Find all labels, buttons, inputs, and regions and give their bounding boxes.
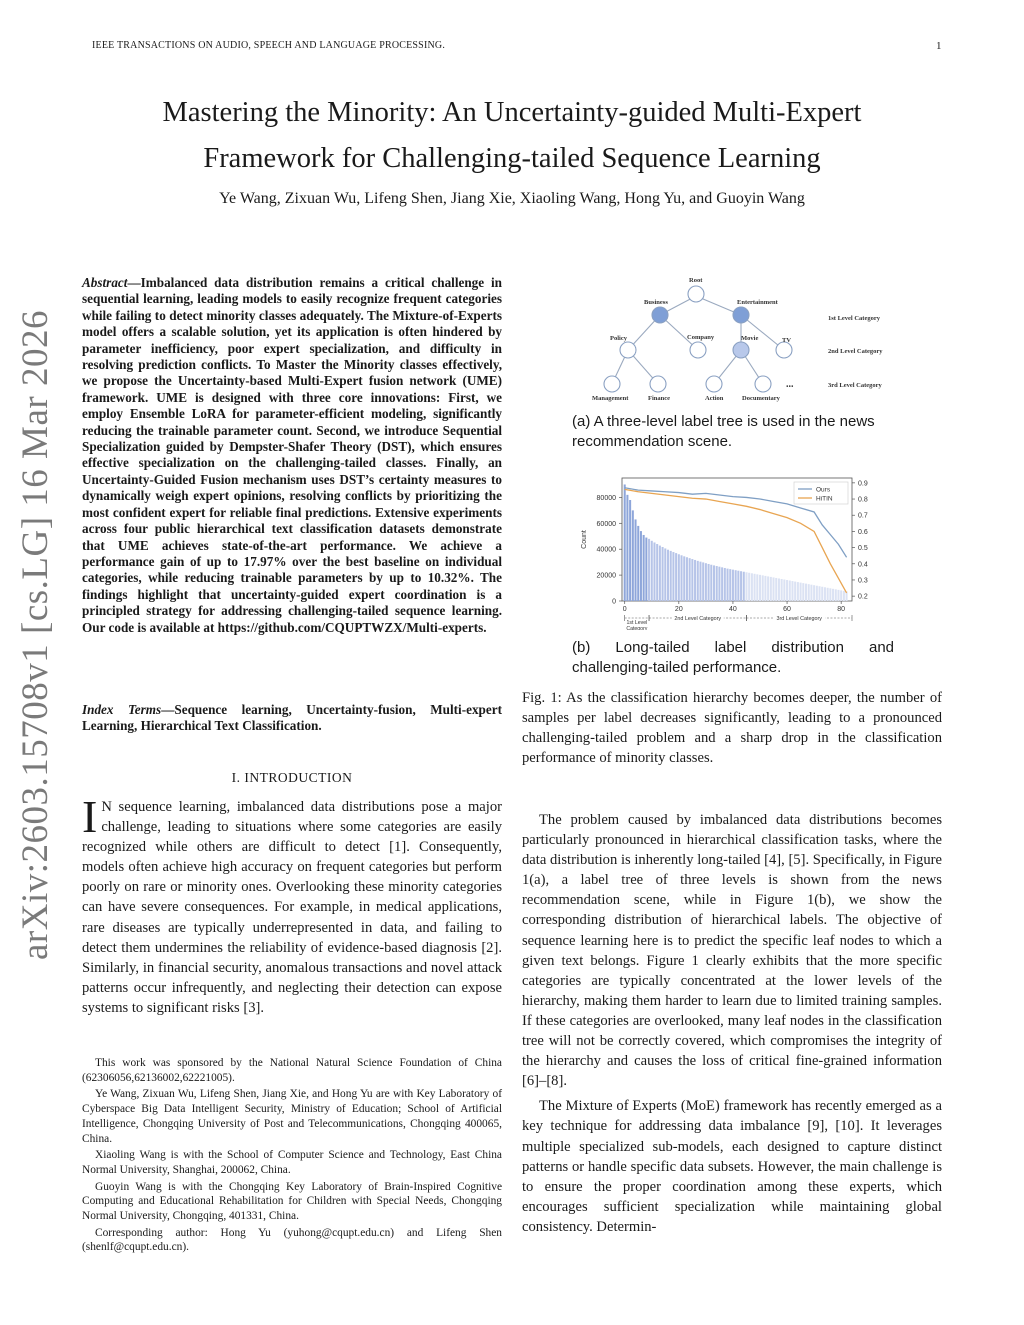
paper-title-line-2: Framework for Challenging-tailed Sequence Learning — [203, 143, 821, 174]
tree-node-finance — [650, 376, 666, 392]
long-tail-chart — [570, 470, 890, 630]
chart-bar — [686, 557, 688, 601]
y-tick-label: 20000 — [596, 572, 616, 580]
tree-node-root — [688, 286, 704, 302]
paper-title — [60, 90, 964, 182]
chart-bar — [829, 588, 831, 601]
chart-bar — [727, 569, 729, 601]
tree-node-policy — [620, 342, 636, 358]
chart-bar — [656, 544, 658, 601]
chart-bar — [732, 570, 734, 601]
region-label: 2nd Level Category — [674, 616, 722, 622]
author-list: Ye Wang, Zixuan Wu, Lifeng Shen, Jiang Xie, Xiaoling Wang, Hong Yu, and Guoyin Wang — [219, 190, 805, 207]
page-number: 1 — [936, 40, 942, 52]
chart-bar — [767, 576, 769, 601]
footnote: Xiaoling Wang is with the School of Computer Science and Technology, East China Normal University, Shanghai, 200062, China. — [82, 1149, 502, 1176]
tree-label-company: Company — [687, 334, 715, 341]
x-tick-label: 80 — [837, 606, 846, 613]
chart-bar — [775, 578, 777, 601]
chart-bar — [716, 566, 718, 601]
x-tick-label: 0 — [622, 606, 627, 613]
tree-label-entertainment: Entertainment — [737, 299, 778, 306]
figure-caption: Fig. 1: As the classification hierarchy becomes deeper, the number of samples per label decreases significantly, leading to a pronounced challenging-tailed problem and a sharp drop in the classification performance of minority classes. — [522, 690, 942, 767]
chart-bar — [745, 572, 747, 601]
chart-bar — [797, 582, 799, 601]
level-label-3: 3rd Level Category — [828, 382, 882, 389]
index-terms-text: —Sequence learning, Uncertainty-fusion, Multi-expert Learning, Hierarchical Text Classification. — [82, 702, 502, 734]
tree-node-management — [604, 376, 620, 392]
right-column-body — [522, 810, 942, 1242]
chart-bar — [759, 575, 761, 601]
footnote: Guoyin Wang is with the Chongqing Key Laboratory of Brain-Inspired Cognitive Computing and Educational Rehabilitation for Children with Special Needs, Chongqing Normal University, Chongqing, 401331, China. — [82, 1180, 502, 1223]
chart-bar — [740, 571, 742, 601]
y-tick-label: 80000 — [596, 494, 616, 502]
tree-ellipsis: ... — [786, 379, 794, 390]
chart-bar — [689, 558, 691, 601]
chart-bar — [697, 561, 699, 601]
y2-tick-label: 0.2 — [858, 593, 868, 601]
index-terms — [82, 702, 502, 735]
chart-bar — [824, 587, 826, 601]
chart-bar — [721, 567, 723, 601]
chart-bar — [640, 531, 642, 601]
tree-label-business: Business — [644, 299, 668, 306]
chart-bar — [835, 589, 837, 601]
chart-bar — [635, 519, 637, 601]
level-label-2: 2nd Level Category — [828, 348, 883, 355]
tree-node-action — [706, 376, 722, 392]
chart-bar — [786, 580, 788, 601]
chart-bar — [810, 585, 812, 601]
running-header: IEEE TRANSACTIONS ON AUDIO, SPEECH AND LANGUAGE PROCESSING. — [92, 40, 446, 51]
chart-bar — [632, 510, 634, 601]
intro-first-word: N — [101, 799, 112, 815]
legend-label: HiTIN — [816, 495, 833, 503]
chart-bar — [737, 571, 739, 601]
y-tick-label: 60000 — [596, 520, 616, 528]
introduction-paragraph — [82, 791, 502, 1018]
chart-bar — [648, 539, 650, 601]
label-tree-figure — [590, 270, 910, 405]
y-tick-label: 0 — [612, 598, 616, 606]
chart-bar — [724, 568, 726, 601]
y2-tick-label: 0.8 — [858, 496, 868, 504]
chart-bar — [762, 575, 764, 601]
chart-bar — [718, 567, 720, 601]
footnote: Corresponding author: Hong Yu (yuhong@cqupt.edu.cn) and Lifeng Shen (shenlf@cqupt.edu.cn). — [82, 1226, 502, 1254]
chart-bar — [751, 573, 753, 601]
chart-bar — [821, 587, 823, 601]
chart-bar — [626, 495, 628, 601]
x-tick-label: 40 — [729, 606, 737, 613]
chart-bar — [694, 560, 696, 601]
chart-bar — [802, 583, 804, 601]
tree-label-action: Action — [705, 395, 724, 402]
y2-tick-label: 0.7 — [858, 512, 868, 520]
chart-bar — [770, 577, 772, 601]
chart-bar — [708, 564, 710, 601]
chart-bar — [683, 556, 685, 601]
legend-label: Ours — [816, 486, 831, 494]
chart-bar — [832, 589, 834, 601]
chart-bar — [827, 588, 829, 601]
y2-tick-label: 0.4 — [858, 561, 868, 569]
tree-label-policy: Policy — [610, 335, 627, 342]
chart-bar — [667, 550, 669, 601]
y2-tick-label: 0.6 — [858, 528, 868, 536]
chart-bar — [816, 586, 818, 601]
chart-bar — [748, 573, 750, 601]
tree-label-movie: Movie — [741, 335, 759, 342]
tree-node-movie — [733, 342, 749, 358]
chart-bar — [653, 542, 655, 601]
chart-bar — [843, 591, 845, 601]
chart-bar — [813, 585, 815, 601]
tree-label-tv: TV — [782, 337, 792, 344]
y2-tick-label: 0.5 — [858, 545, 868, 553]
tree-node-documentary — [755, 376, 771, 392]
chart-bar — [659, 546, 661, 601]
abstract — [82, 275, 502, 636]
footnotes — [82, 1056, 502, 1257]
chart-bar — [756, 574, 758, 601]
chart-bar — [629, 500, 631, 601]
tree-label-management: Management — [592, 395, 629, 402]
chart-bar — [840, 590, 842, 601]
chart-bar — [691, 559, 693, 601]
region-label: 1st Level Category — [626, 620, 648, 630]
y-axis-label: Count — [581, 530, 588, 549]
chart-bar — [783, 580, 785, 601]
tree-node-tv — [776, 342, 792, 358]
chart-bar — [637, 526, 639, 601]
chart-bar — [713, 565, 715, 601]
abstract-text: —Imbalanced data distribution remains a critical challenge in sequential learning, leading models to easily recognize frequent categories while failing to detect minority classes adequately. The Mixture-of-Experts model offers a scalable solution, yet its application is often hindered by parameter inefficiency, poor expert specialization, and difficulty in resolving prediction conflicts. To Master the Minority classes effectively, we propose the Uncertainty-based Multi-Expert fusion network (UME) framework. UME is designed with three core innovations: First, we employ Ensemble LoRA for parameter-efficient modeling, significantly reducing the trainable parameter count. Second, we introduce Sequential Specialization guided by Dempster-Shafer Theory (DST), which ensures effective specialization on the challenging-tailed classes. Finally, an Uncertainty-Guided Fusion mechanism uses DST’s certainty measures to dynamically weigh expert opinions, resolving conflicts by prioritizing the most confident expert for reliable final predictions. Extensive experiments across four public hierarchical text classification datasets demonstrate that UME achieves state-of-the-art performance. We achieve a performance gain of up to 17.97% over the best baseline on individual categories, while reducing trainable parameters by up to 10.32%. The findings highlight that uncertainty-guided expert coordination is a principled strategy for addressing challenging-tailed sequence learning. Our code is available at https://github.com/CQUPTWZX/Multi-experts. — [82, 275, 502, 635]
x-tick-label: 20 — [674, 606, 683, 613]
drop-cap: I — [82, 791, 98, 842]
chart-bar — [675, 553, 677, 601]
tree-label-documentary: Documentary — [742, 395, 780, 402]
chart-bar — [837, 590, 839, 601]
tree-node-entertainment — [733, 307, 749, 323]
chart-bar — [662, 547, 664, 601]
chart-bar — [781, 579, 783, 601]
intro-text: sequence learning, imbalanced data distributions pose a major challenge, leading to situations where some categories are easily recognized while others are difficult to detect [1]. Consequently, models often achieve high accuracy on frequent categories but perform poorly on rare or minority ones. Overlooking these minority categories can have severe consequences. For example, in medical applications, rare diseases are typically underrepresented in data, and failing to detect them undermines the reliability of evidence-based diagnosis [2]. Similarly, in financial security, anomalous transactions and novel attack patterns occur infrequently, and neglecting their detection can expose systems to significant risks [3]. — [82, 799, 502, 1016]
subcaption-a: (a) A three-level label tree is used in the news recommendation scene. — [572, 413, 875, 450]
subcaption-b: (b) Long-tailed label distribution and challenging-tailed performance. — [572, 639, 894, 676]
chart-bar — [789, 581, 791, 601]
section-heading-introduction: I. INTRODUCTION — [231, 770, 353, 785]
tree-node-business — [652, 307, 668, 323]
y-tick-label: 40000 — [596, 546, 616, 554]
chart-bar — [710, 565, 712, 601]
chart-bar — [735, 570, 737, 601]
chart-bar — [651, 541, 653, 601]
chart-bar — [754, 574, 756, 601]
chart-bar — [678, 554, 680, 601]
chart-bar — [794, 582, 796, 601]
chart-bar — [672, 552, 674, 601]
paper-title-line-1: Mastering the Minority: An Uncertainty-guided Multi-Expert — [162, 97, 862, 128]
chart-bar — [643, 535, 645, 601]
y2-tick-label: 0.3 — [858, 577, 868, 585]
y2-tick-label: 0.9 — [858, 480, 868, 488]
tree-label-finance: Finance — [648, 395, 671, 402]
chart-bar — [702, 562, 704, 601]
level-label-1: 1st Level Category — [828, 315, 880, 322]
chart-bar — [819, 586, 821, 601]
footnote: This work was sponsored by the National Natural Science Foundation of China (62306056,62136002,62221005). — [82, 1057, 502, 1084]
index-terms-label: Index Terms — [82, 702, 162, 717]
chart-bar — [681, 555, 683, 601]
arxiv-stamp: arXiv:2603.15708v1 [cs.LG] 16 Mar 2026 — [15, 310, 56, 960]
chart-bar — [743, 572, 745, 601]
chart-bar — [808, 584, 810, 601]
chart-bar — [800, 583, 802, 601]
chart-bar — [670, 551, 672, 601]
region-label: 3rd Level Category — [776, 616, 823, 622]
chart-bar — [791, 581, 793, 601]
chart-bar — [778, 578, 780, 601]
chart-bar — [764, 576, 766, 601]
chart-bar — [699, 562, 701, 601]
tree-label-root: Root — [689, 277, 703, 284]
chart-bar — [624, 484, 626, 601]
footnote: Ye Wang, Zixuan Wu, Lifeng Shen, Jiang Xie, and Hong Yu are with Key Laboratory of Cyberspace Big Data Intelligent Security, Ministry of Education; School of Artificial Intelligence, Chongqing University of Post and Telecommunications, Chongqing 400065, China. — [82, 1088, 502, 1145]
chart-bar — [705, 563, 707, 601]
chart-bar — [805, 584, 807, 601]
body-paragraph: The problem caused by imbalanced data distributions becomes particularly pronounced in hierarchical classification tasks, where the data distribution is inherently long-tailed [4], [5]. Specifically, in Figure 1(a), a label tree of three levels is shown from the news recommendation scene, while in Figure 1(b), we show the corresponding distribution of hierarchical labels. The objective of sequence learning here is to predict the specific leaf nodes to which a given text belongs. Figure 1 clearly exhibits that the more specific categories are typically concentrated at the lower levels of the hierarchy, making them harder to learn due to limited training samples. If these categories are overlooked, many leaf nodes in the classification tree will not be correctly covered, which compromises the integrity of the hierarchy and causes the loss of critical fine-grained information [6]–[8]. — [522, 812, 942, 1090]
chart-bar — [664, 548, 666, 601]
x-tick-label: 60 — [783, 606, 791, 613]
body-paragraph: The Mixture of Experts (MoE) framework has recently emerged as a key technique for addressing data imbalance [9], [10]. It leverages multiple specialized sub-models, each designed to capture distinct patterns or handle specific data subsets. However, the main challenge is to ensure the proper coordination among these experts, which encourages sufficient specialization while maintaining global consistency. Determin- — [522, 1098, 942, 1235]
chart-bar — [645, 538, 647, 601]
abstract-label: Abstract — [82, 275, 128, 290]
chart-bar — [729, 569, 731, 601]
tree-node-company — [690, 342, 706, 358]
chart-bar — [773, 577, 775, 601]
